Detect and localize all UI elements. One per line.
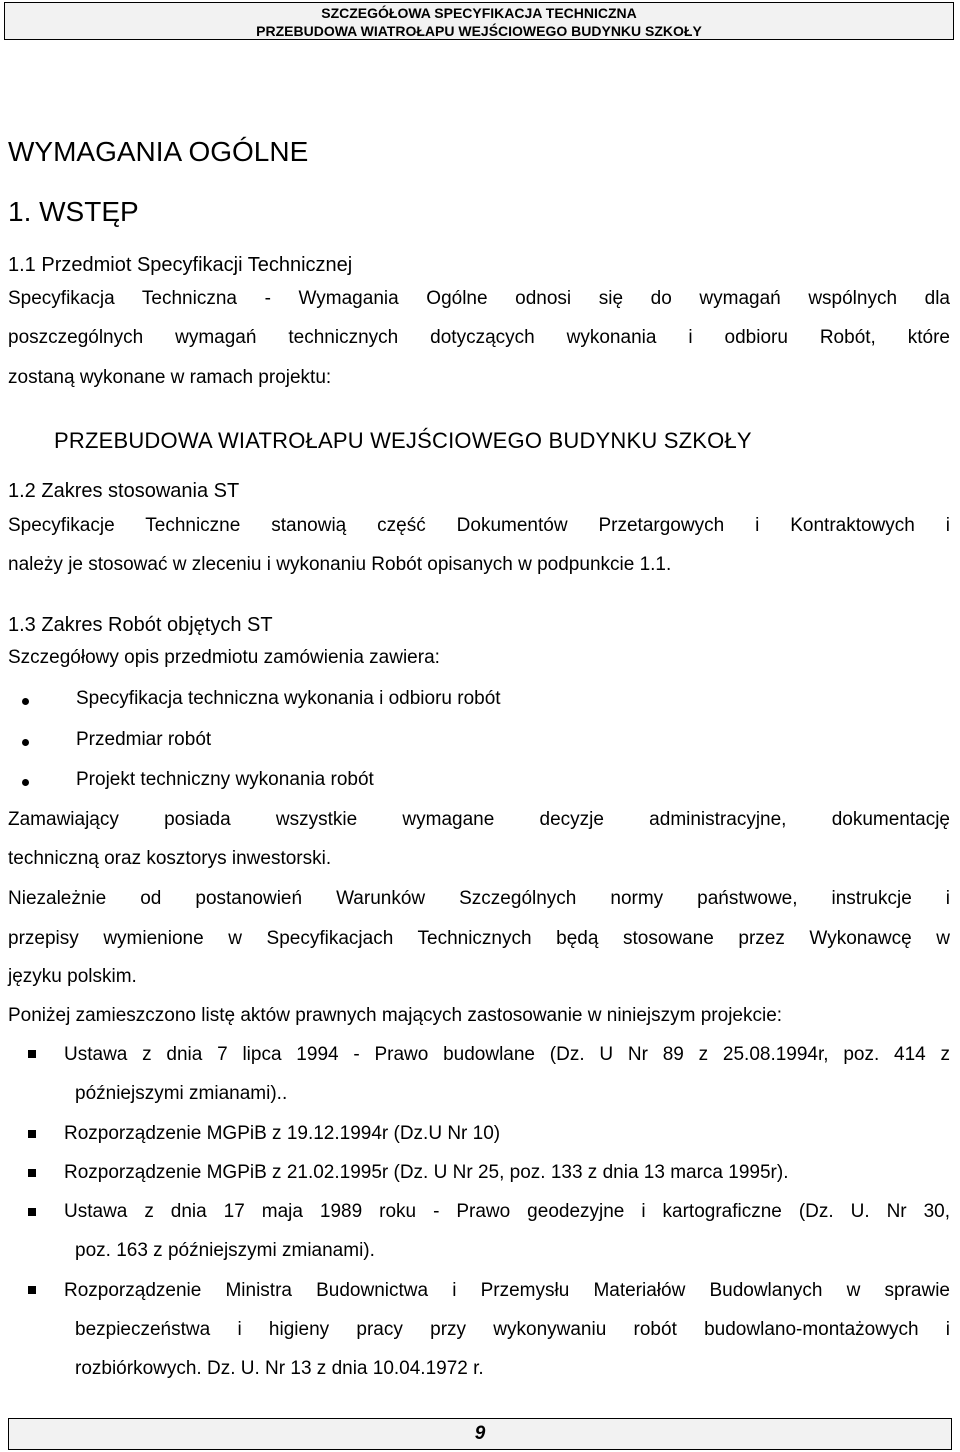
bullet-icon xyxy=(22,739,29,746)
paragraph-line: zostaną wykonane w ramach projektu: xyxy=(8,367,332,388)
square-bullet-icon xyxy=(28,1050,36,1058)
list-item: Rozporządzenie MGPiB z 21.02.1995r (Dz. U Nr 25, poz. 133 z dnia 13 marca 1995r). xyxy=(64,1162,789,1183)
list-item: Specyfikacja techniczna wykonania i odbioru robót xyxy=(76,688,501,709)
list-item: Rozporządzenie MGPiB z 19.12.1994r (Dz.U Nr 10) xyxy=(64,1123,501,1144)
paragraph-line: Poniżej zamieszczono listę aktów prawnych mających zastosowanie w niniejszym projekcie: xyxy=(8,1005,783,1026)
list-item-continued: rozbiórkowych. Dz. U. Nr 13 z dnia 10.04.1972 r. xyxy=(75,1358,484,1379)
subsection-heading-1-2: 1.2 Zakres stosowania ST xyxy=(8,480,240,502)
list-item-continued: późniejszymi zmianami).. xyxy=(75,1083,288,1104)
square-bullet-icon xyxy=(28,1130,36,1138)
square-bullet-icon xyxy=(28,1208,36,1216)
paragraph-line: Zamawiający posiada wszystkie wymagane decyzje administracyjne, dokumentację xyxy=(8,809,950,830)
list-item-continued: poz. 163 z późniejszymi zmianami). xyxy=(75,1240,375,1261)
paragraph-line: Specyfikacja Techniczna - Wymagania Ogólne odnosi się do wymagań wspólnych dla xyxy=(8,288,950,309)
bullet-icon xyxy=(22,698,29,705)
page-number: 9 xyxy=(474,1423,486,1444)
square-bullet-icon xyxy=(28,1169,36,1177)
subsection-heading-1-3: 1.3 Zakres Robót objętych ST xyxy=(8,614,273,636)
page-footer xyxy=(8,1418,952,1450)
list-item-continued: bezpieczeństwa i higieny pracy przy wykonywaniu robót budowlano-montażowych i xyxy=(75,1319,950,1340)
header-line-1: SZCZEGÓŁOWA SPECYFIKACJA TECHNICZNA xyxy=(321,5,637,21)
document-header xyxy=(4,2,954,40)
paragraph-line: Niezależnie od postanowień Warunków Szczególnych normy państwowe, instrukcje i xyxy=(8,888,950,909)
paragraph-line: poszczególnych wymagań technicznych dotyczących wykonania i odbioru Robót, które xyxy=(8,327,950,348)
list-item: Ustawa z dnia 7 lipca 1994 - Prawo budowlane (Dz. U Nr 89 z 25.08.1994r, poz. 414 z xyxy=(64,1044,950,1065)
page-title: WYMAGANIA OGÓLNE xyxy=(8,136,309,167)
square-bullet-icon xyxy=(28,1286,36,1294)
list-item: Projekt techniczny wykonania robót xyxy=(76,769,374,790)
paragraph-line: Szczegółowy opis przedmiotu zamówienia zawiera: xyxy=(8,647,440,668)
paragraph-line: należy je stosować w zleceniu i wykonaniu Robót opisanych w podpunkcie 1.1. xyxy=(8,554,672,575)
paragraph-line: języku polskim. xyxy=(8,966,137,987)
list-item: Przedmiar robót xyxy=(76,729,212,750)
paragraph-line: techniczną oraz kosztorys inwestorski. xyxy=(8,848,332,869)
subsection-heading-1-1: 1.1 Przedmiot Specyfikacji Technicznej xyxy=(8,254,353,276)
project-name: PRZEBUDOWA WIATROŁAPU WEJŚCIOWEGO BUDYNKU SZKOŁY xyxy=(54,428,752,453)
list-item: Rozporządzenie Ministra Budownictwa i Przemysłu Materiałów Budowlanych w sprawie xyxy=(64,1280,950,1301)
list-item: Ustawa z dnia 17 maja 1989 roku - Prawo geodezyjne i kartograficzne (Dz. U. Nr 30, xyxy=(64,1201,950,1222)
bullet-icon xyxy=(22,779,29,786)
paragraph-line: Specyfikacje Techniczne stanowią część Dokumentów Przetargowych i Kontraktowych i xyxy=(8,515,950,536)
paragraph-line: przepisy wymienione w Specyfikacjach Technicznych będą stosowane przez Wykonawcę w xyxy=(8,928,950,949)
section-heading-1: 1. WSTĘP xyxy=(8,196,139,227)
header-line-2: PRZEBUDOWA WIATROŁAPU WEJŚCIOWEGO BUDYNKU SZKOŁY xyxy=(256,23,702,39)
